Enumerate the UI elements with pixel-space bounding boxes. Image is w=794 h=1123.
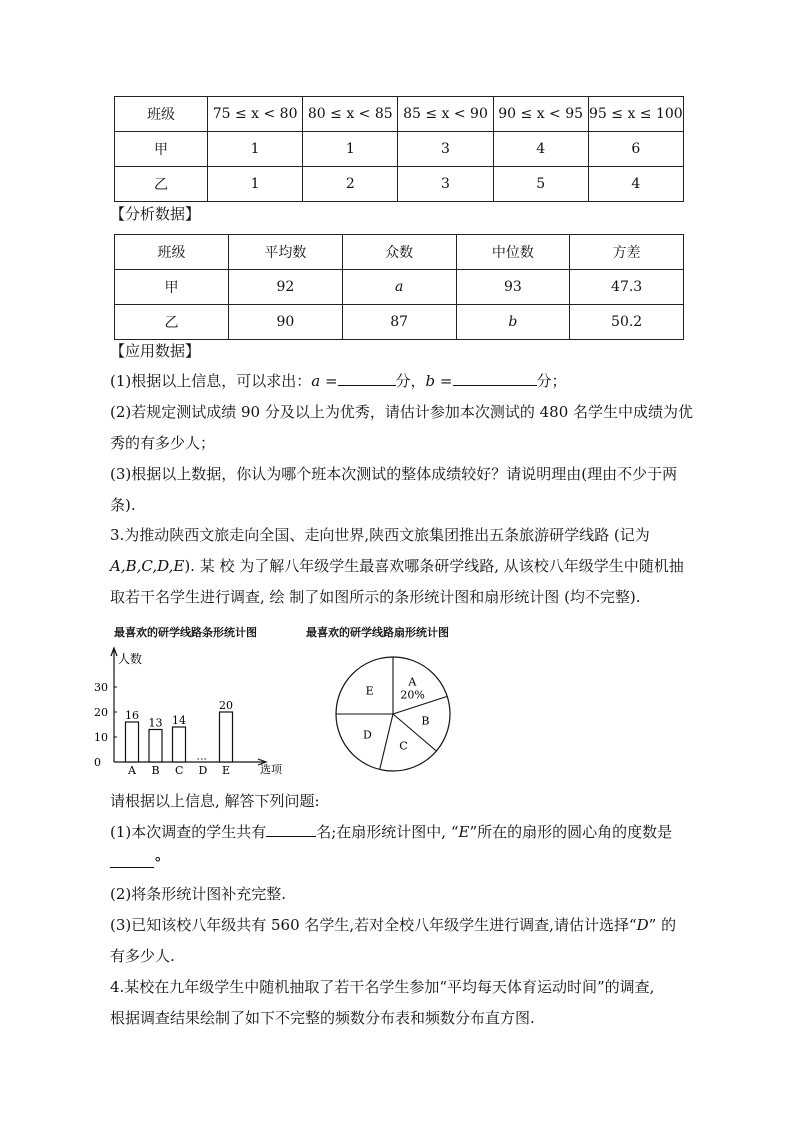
table-header-cell: 80 ≤ x < 85 bbox=[303, 97, 398, 132]
table-header-cell: 90 ≤ x < 95 bbox=[493, 97, 588, 132]
table-cell: 87 bbox=[342, 305, 456, 340]
x-tick-label: B bbox=[151, 764, 160, 777]
table-cell: 6 bbox=[588, 132, 683, 167]
p3q1-part3: ”所在的扇形的圆心角的度数是 bbox=[469, 823, 673, 841]
table-cell: b bbox=[456, 305, 570, 340]
bar-data-label: 16 bbox=[125, 709, 139, 722]
x-tick-label: C bbox=[175, 764, 184, 777]
table-row bbox=[115, 132, 684, 167]
bar-chart bbox=[90, 640, 290, 780]
p3-question-1 bbox=[110, 817, 700, 879]
table-cell: 3 bbox=[398, 132, 493, 167]
table-cell: 甲 bbox=[115, 270, 229, 305]
table-header-row bbox=[115, 235, 684, 270]
p3-question-2: (2)将条形统计图补充完整. bbox=[110, 885, 287, 903]
table-header-cell: 众数 bbox=[342, 235, 456, 270]
answer-blank-b[interactable] bbox=[453, 371, 537, 386]
table-header-cell: 平均数 bbox=[229, 235, 343, 270]
y-tick-label: 10 bbox=[94, 731, 108, 744]
table-cell: 1 bbox=[303, 132, 398, 167]
table-cell: 5 bbox=[493, 167, 588, 202]
table-cell: 93 bbox=[456, 270, 570, 305]
table-cell: 甲 bbox=[115, 132, 208, 167]
table-cell: 50.2 bbox=[570, 305, 684, 340]
bar bbox=[220, 712, 233, 762]
pie-slice-percent: 20% bbox=[400, 688, 425, 702]
table-header-cell: 班级 bbox=[115, 235, 229, 270]
question-1 bbox=[110, 366, 700, 397]
pie-chart-title: 最喜欢的研学线路扇形统计图 bbox=[306, 626, 449, 639]
p3-line3: 取若干名学生进行调查, 绘 制了如图所示的条形统计图和扇形统计图 (均不完整). bbox=[110, 588, 641, 606]
q1-a-label: a = bbox=[311, 372, 338, 390]
p3-question-3 bbox=[110, 910, 700, 972]
q1-unit1: 分， bbox=[395, 372, 426, 390]
p4-line2: 根据调查结果绘制了如下不完整的频数分布表和频数分布直方图. bbox=[110, 1009, 535, 1027]
table-cell: 47.3 bbox=[570, 270, 684, 305]
answer-blank-angle[interactable] bbox=[110, 853, 154, 868]
answer-blank-total[interactable] bbox=[266, 822, 316, 837]
table-cell: 2 bbox=[303, 167, 398, 202]
pie-slice-label: C bbox=[399, 739, 408, 753]
bar-data-label: 13 bbox=[148, 716, 163, 730]
q2-line1: (2)若规定测试成绩 90 分及以上为优秀，请估计参加本次测试的 480 名学生中成绩为优 bbox=[110, 403, 694, 421]
p3-letters: A,B,C,D,E bbox=[110, 557, 185, 575]
p3q1-part2: 名;在扇形统计图中, “ bbox=[316, 823, 459, 841]
table-row bbox=[115, 270, 684, 305]
section-apply-heading: 【应用数据】 bbox=[110, 342, 201, 360]
p3q3-line1b: ” 的 bbox=[648, 916, 677, 934]
q1-prefix: (1)根据以上信息，可以求出： bbox=[110, 372, 312, 390]
table-header-cell: 班级 bbox=[115, 97, 208, 132]
table-cell: 4 bbox=[588, 167, 683, 202]
pie-slice-label: A bbox=[408, 675, 417, 689]
question-3 bbox=[110, 459, 700, 521]
table-header-cell: 85 ≤ x < 90 bbox=[398, 97, 493, 132]
question-2 bbox=[110, 397, 700, 459]
table-cell: 乙 bbox=[115, 167, 208, 202]
p3q3-line2: 有多少人. bbox=[110, 947, 175, 965]
pie-slice-label: D bbox=[363, 728, 372, 742]
table-cell: 90 bbox=[229, 305, 343, 340]
q3-line1: (3)根据以上数据，你认为哪个班本次测试的整体成绩较好？请说明理由(理由不少于两 bbox=[110, 465, 678, 483]
table-cell: 92 bbox=[229, 270, 343, 305]
bar bbox=[149, 730, 162, 763]
score-distribution-table bbox=[114, 96, 684, 202]
p3q3-line1a: (3)已知该校八年级共有 560 名学生,若对全校八年级学生进行调查,请估计选择“ bbox=[110, 916, 637, 934]
answer-blank-a[interactable] bbox=[338, 371, 396, 386]
p3-line2: ). 某 校 为了解八年级学生最喜欢哪条研学线路, 从该校八年级学生中随机抽 bbox=[184, 557, 684, 575]
y-tick-label: 0 bbox=[94, 756, 101, 769]
q2-line2: 秀的有多少人； bbox=[110, 434, 216, 452]
p3q3-d: D bbox=[636, 916, 649, 934]
y-tick-label: 20 bbox=[94, 706, 108, 719]
statistics-table bbox=[114, 234, 684, 340]
p3q1-part1: (1)本次调查的学生共有 bbox=[110, 823, 267, 841]
q1-b-label: b = bbox=[425, 372, 453, 390]
table-header-row bbox=[115, 97, 684, 132]
bar bbox=[173, 727, 186, 762]
pie-slice-label: B bbox=[421, 714, 430, 728]
table-header-cell: 中位数 bbox=[456, 235, 570, 270]
table-cell: 乙 bbox=[115, 305, 229, 340]
table-header-cell: 95 ≤ x ≤ 100 bbox=[588, 97, 683, 132]
pie-slice-label: E bbox=[365, 684, 374, 698]
y-tick-label: 30 bbox=[94, 681, 108, 694]
p4-line1: 4.某校在九年级学生中随机抽取了若干名学生参加“平均每天体育运动时间”的调查, bbox=[110, 978, 655, 996]
bar-data-label: 20 bbox=[219, 699, 233, 712]
problem-3-stem bbox=[110, 520, 700, 613]
table-cell: 1 bbox=[208, 167, 303, 202]
x-tick-label: D bbox=[198, 764, 208, 777]
bar-data-label: 14 bbox=[172, 714, 186, 727]
p3q1-e: E bbox=[458, 823, 470, 841]
bar-chart-title: 最喜欢的研学线路条形统计图 bbox=[114, 626, 257, 639]
table-row bbox=[115, 305, 684, 340]
instruction-line: 请根据以上信息, 解答下列问题: bbox=[110, 792, 320, 810]
table-cell: 1 bbox=[208, 132, 303, 167]
table-cell: 3 bbox=[398, 167, 493, 202]
p3-line1: 3.为推动陕西文旅走向全国、走向世界,陕西文旅集团推出五条旅游研学线路 (记为 bbox=[110, 526, 650, 544]
bar bbox=[126, 722, 139, 762]
x-axis-label: 选项 bbox=[260, 763, 282, 776]
section-analysis-heading: 【分析数据】 bbox=[110, 205, 201, 223]
y-axis-label: 人数 bbox=[118, 652, 143, 666]
q3-line2: 条). bbox=[110, 496, 136, 514]
x-tick-label: A bbox=[128, 764, 136, 777]
x-tick-label: E bbox=[222, 764, 231, 777]
problem-4-stem bbox=[110, 972, 700, 1034]
table-header-cell: 75 ≤ x < 80 bbox=[208, 97, 303, 132]
table-cell: a bbox=[342, 270, 456, 305]
p3q1-end: ° bbox=[154, 854, 162, 872]
table-header-cell: 方差 bbox=[570, 235, 684, 270]
pie-chart bbox=[330, 650, 470, 780]
table-row bbox=[115, 167, 684, 202]
table-cell: 4 bbox=[493, 132, 588, 167]
q1-unit2: 分； bbox=[536, 372, 567, 390]
